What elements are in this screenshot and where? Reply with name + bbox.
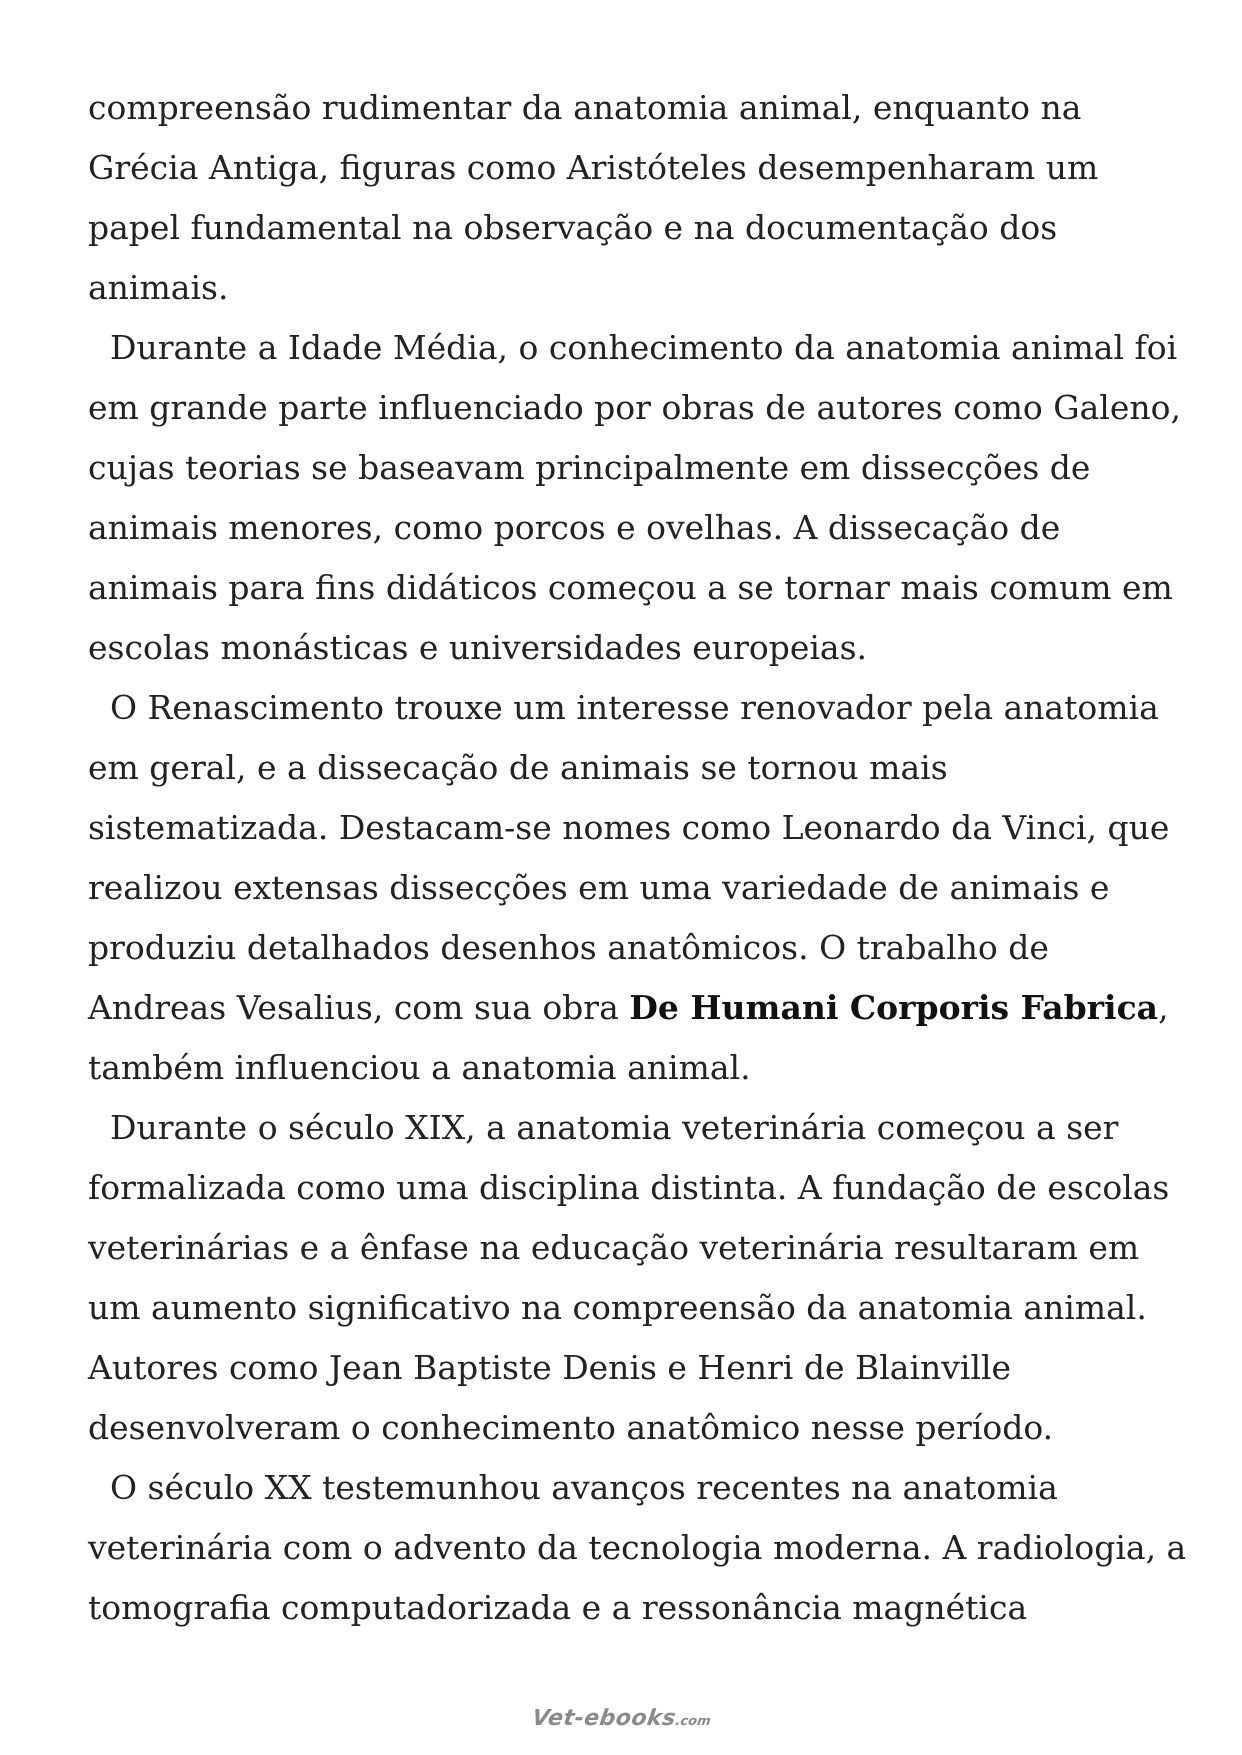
paragraph-1 (88, 78, 1188, 318)
paragraph-5 (88, 1458, 1188, 1638)
paragraph-2-text: Durante a Idade Média, o conhecimento da anatomia animal foi em grande parte influenciado por obras de autores como Galeno, cujas teorias se baseavam principalmente em dissecções de animais menores, como porcos e ovelhas. A dissecação de animais para fins didáticos começou a se tornar mais comum em escolas monásticas e universidades europeias. (88, 328, 1181, 667)
paragraph-4-text: Durante o século XIX, a anatomia veterinária começou a ser formalizada como uma disciplina distinta. A fundação de escolas veterinárias e a ênfase na educação veterinária resultaram em um aumento significativo na compreensão da anatomia animal. Autores como Jean Baptiste Denis e Henri de Blainville desenvolveram o conhecimento anatômico nesse período. (88, 1108, 1170, 1447)
paragraph-3-text-end: , também influenciou a anatomia animal. (88, 988, 1169, 1087)
watermark-main: Vet-ebooks (530, 1706, 678, 1731)
page-footer (0, 1706, 1242, 1735)
paragraph-3-text-start: O Renascimento trouxe um interesse renovador pela anatomia em geral, e a dissecação de animais se tornou mais sistematizada. Destacam-se nomes como Leonardo da Vinci, que realizou extensas dissecções em uma variedade de animais e produziu detalhados desenhos anatômicos. O trabalho de Andreas Vesalius, com sua obra (88, 688, 1170, 1027)
page-body (88, 78, 1188, 1638)
watermark-tld: .com (674, 1714, 712, 1729)
paragraph-4 (88, 1098, 1188, 1458)
paragraph-5-text: O século XX testemunhou avanços recentes na anatomia veterinária com o advento da tecnologia moderna. A radiologia, a tomografia computadorizada e a ressonância magnética (88, 1468, 1187, 1627)
paragraph-2 (88, 318, 1188, 678)
paragraph-1-text: compreensão rudimentar da anatomia animal, enquanto na Grécia Antiga, figuras como Aristóteles desempenharam um papel fundamental na observação e na documentação dos animais. (88, 88, 1099, 307)
book-title-bold: De Humani Corporis Fabrica (629, 988, 1159, 1027)
paragraph-3 (88, 678, 1188, 1098)
watermark-logo (530, 1706, 713, 1735)
